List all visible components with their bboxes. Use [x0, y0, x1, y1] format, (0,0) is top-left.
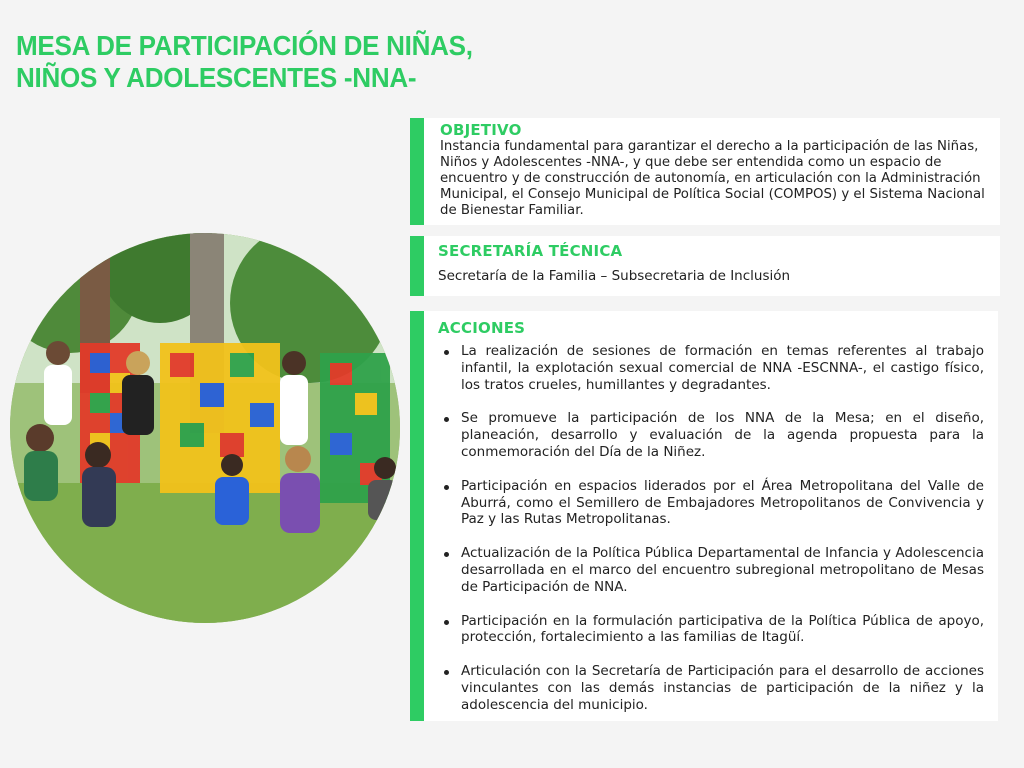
page-title-line-2: NIÑOS Y ADOLESCENTES -NNA-: [16, 62, 417, 93]
secretaria-tecnica-heading: SECRETARÍA TÉCNICA: [438, 242, 623, 260]
list-item: La realización de sesiones de formación en temas referentes al trabajo infantil, la explotación sexual comercial de NNA -ESCNNA-, el castigo físico, los tratos crueles, humillantes y degradantes.: [438, 343, 984, 393]
objetivo-card: [410, 118, 1000, 225]
page-title: [16, 30, 473, 94]
list-item: Participación en espacios liderados por el Área Metropolitana del Valle de Aburrá, como el Semillero de Embajadores Metropolitanos de Convivencia y Paz y las Rutas Metropolitanas.: [438, 478, 984, 528]
acciones-list: [438, 343, 984, 714]
group-photo-illustration: [10, 233, 400, 623]
acciones-heading: ACCIONES: [438, 319, 526, 337]
objetivo-text: Instancia fundamental para garantizar el derecho a la participación de las Niñas, Niños y Adolescentes -NNA-, y que debe ser entendida como un espacio de encuentro y de construcción de autonomía, en articulación con la Administración Municipal, el Consejo Municipal de Política Social (COMPOS) y el Sistema Nacional de Bienestar Familiar.: [440, 139, 985, 218]
secretaria-tecnica-text: Secretaría de la Familia – Subsecretaria de Inclusión: [438, 268, 791, 284]
acciones-card: [410, 311, 998, 721]
list-item: Actualización de la Política Pública Departamental de Infancia y Adolescencia desarrollada en el marco del encuentro subregional metropolitano de Mesas de Participación de NNA.: [438, 545, 984, 595]
list-item: Articulación con la Secretaría de Participación para el desarrollo de acciones vinculantes con las demás instancias de participación de la niñez y la adolescencia del municipio.: [438, 663, 984, 713]
secretaria-tecnica-card: [410, 236, 1000, 296]
list-item: Se promueve la participación de los NNA de la Mesa; en el diseño, planeación, desarrollo y evaluación de la agenda propuesta para la conmemoración del Día de la Niñez.: [438, 410, 984, 460]
page-title-line-1: MESA DE PARTICIPACIÓN DE NIÑAS,: [16, 30, 473, 61]
group-photo: [10, 233, 400, 623]
list-item: Participación en la formulación participativa de la Política Pública de apoyo, protección, fortalecimiento a las familias de Itagüí.: [438, 613, 984, 647]
objetivo-heading: OBJETIVO: [440, 121, 522, 139]
